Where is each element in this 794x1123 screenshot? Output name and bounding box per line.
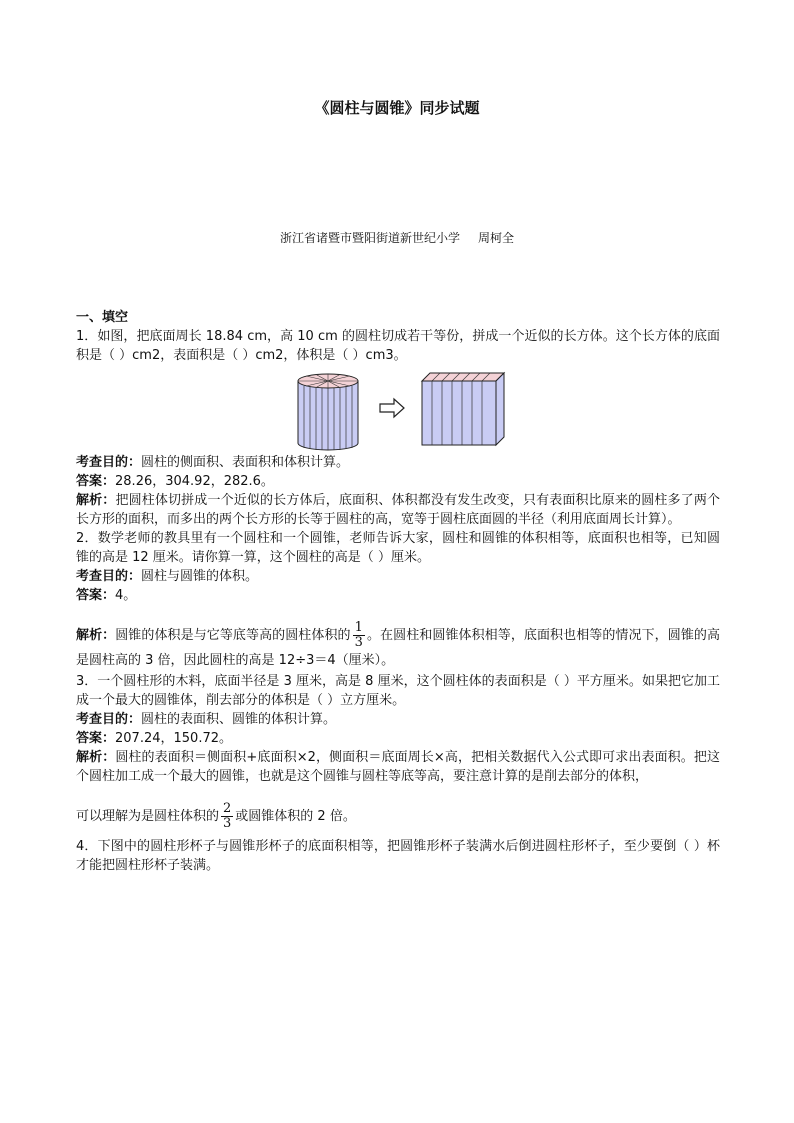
question-2-analysis (76, 621, 720, 672)
question-3-analysis-continued (76, 802, 720, 831)
answer-label: 答案： (76, 731, 116, 746)
question-4-text: 4．下图中的圆柱形杯子与圆锥形杯子的底面积相等，把圆锥形杯子装满水后倒进圆柱形杯子，至少要倒（ ）杯才能把圆柱形杯子装满。 (76, 839, 720, 873)
answer-label: 答案： (76, 588, 116, 603)
cuboid-shape (422, 373, 504, 445)
answer-text: 4。 (115, 588, 137, 603)
question-1-figure (76, 369, 720, 451)
question-3-analysis (76, 748, 720, 786)
author-name: 周柯全 (478, 231, 515, 245)
analysis-text-continued: 。在圆柱和圆锥体积相等，底面积也相等的情况下，圆锥的高是圆柱高的 3 倍，因此圆柱的高是 12÷3＝4（厘米）。 (76, 628, 720, 668)
answer-text: 207.24，150.72。 (115, 731, 232, 746)
question-3-answer (76, 729, 720, 748)
question-1-purpose (76, 453, 720, 472)
question-2-text: 2．数学老师的教具里有一个圆柱和一个圆锥，老师告诉大家，圆柱和圆锥的体积相等，底面积也相等，已知圆锥的高是 12 厘米。请你算一算，这个圆柱的高是（ ）厘米。 (76, 531, 720, 565)
document-title: 《圆柱与圆锥》同步试题 (314, 99, 480, 117)
answer-label: 答案： (76, 474, 116, 489)
author-line (0, 229, 794, 246)
purpose-text: 圆柱的表面积、圆锥的体积计算。 (141, 712, 337, 727)
analysis-label: 解析： (76, 493, 116, 508)
cylinder-to-cuboid-diagram (296, 369, 586, 451)
section-heading: 一、填空 (76, 310, 129, 325)
exercise-content (76, 308, 720, 875)
fraction-two-thirds: $\frac{2}{3}$ (223, 801, 232, 831)
question-1-answer (76, 472, 720, 491)
purpose-text: 圆柱的侧面积、表面积和体积计算。 (141, 455, 350, 470)
fraction-one-third: $\frac{1}{3}$ (354, 620, 363, 650)
question-1-analysis (76, 491, 720, 529)
purpose-text: 圆柱与圆锥的体积。 (141, 569, 259, 584)
question-1-text: 1．如图，把底面周长 18.84 cm，高 10 cm 的圆柱切成若干等份，拼成一个近似的长方体。这个长方体的底面积是（ ）cm2，表面积是（ ）cm2，体积是（ ）cm3。 (76, 329, 720, 363)
analysis-text: 圆锥的体积是与它等底等高的圆柱体积的 (115, 628, 351, 643)
answer-text: 28.26，304.92，282.6。 (115, 474, 274, 489)
analysis-label: 解析： (76, 628, 116, 643)
analysis-text: 可以理解为是圆柱体积的 (76, 809, 220, 824)
analysis-text: 把圆柱体切拼成一个近似的长方体后，底面积、体积都没有发生改变，只有表面积比原来的圆柱多了两个长方形的面积，而多出的两个长方形的长等于圆柱的高，宽等于圆柱底面圆的半径（利用底面周长计算）。 (76, 493, 720, 527)
purpose-label: 考查目的： (76, 569, 142, 584)
analysis-text: 圆柱的表面积＝侧面积+底面积×2，侧面积＝底面周长×高，把相关数据代入公式即可求出表面积。把这个圆柱加工成一个最大的圆锥，也就是这个圆锥与圆柱等底等高，要注意计算的是削去部分的体积， (76, 750, 720, 784)
analysis-text-end: 或圆锥体积的 2 倍。 (235, 809, 356, 824)
purpose-label: 考查目的： (76, 712, 142, 727)
question-3-text: 3．一个圆柱形的木料，底面半径是 3 厘米，高是 8 厘米，这个圆柱体的表面积是（ ）平方厘米。如果把它加工成一个最大的圆锥体，削去部分的体积是（ ）立方厘米。 (76, 674, 720, 708)
question-3-purpose (76, 710, 720, 729)
question-2-answer (76, 586, 720, 605)
question-2-purpose (76, 567, 720, 586)
cylinder-shape (298, 374, 358, 450)
purpose-label: 考查目的： (76, 455, 142, 470)
analysis-label: 解析： (76, 750, 116, 765)
author-school: 浙江省诸暨市暨阳街道新世纪小学 (279, 231, 460, 245)
transform-arrow-icon (380, 399, 404, 417)
